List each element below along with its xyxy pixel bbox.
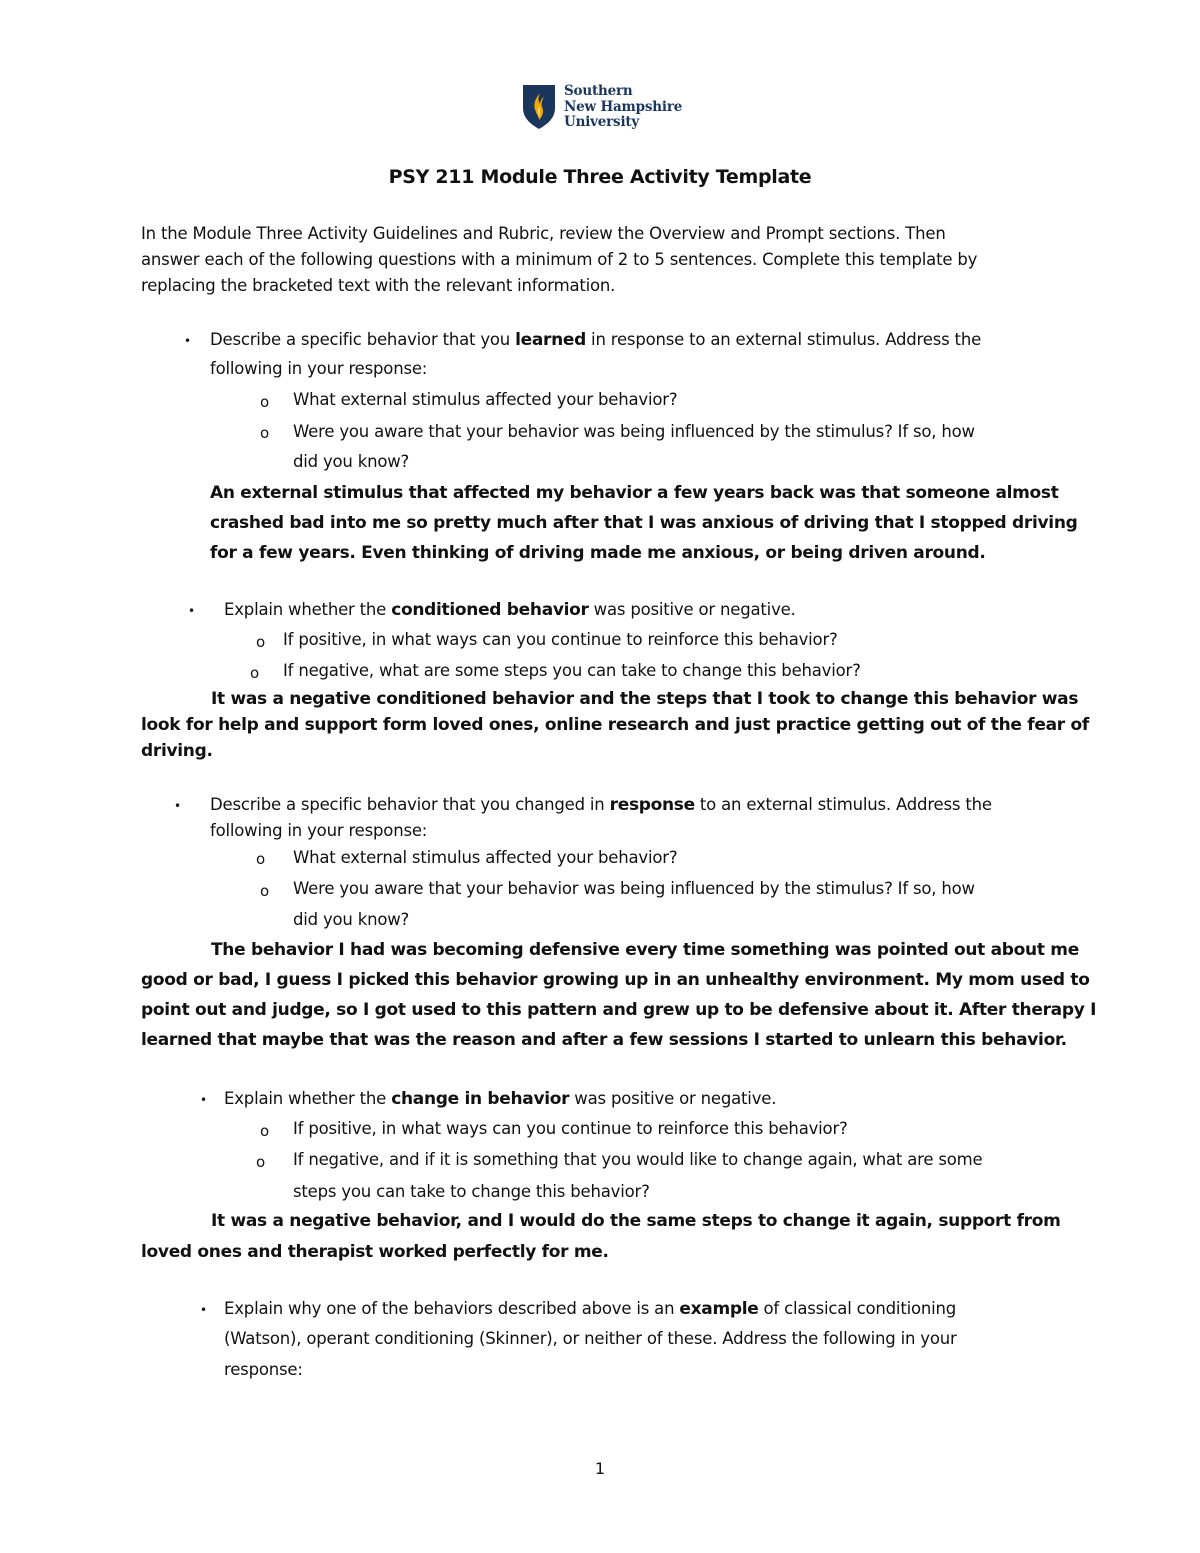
q3-answer-line-2: good or bad, I guess I picked this behavior growing up in an unhealthy environment. My mom used to <box>141 970 1090 990</box>
q3-answer-line-3: point out and judge, so I got used to this pattern and grew up to be defensive about it. After therapy I <box>141 1000 1097 1020</box>
sub-bullet-icon: o <box>256 850 266 868</box>
q4-sub-2-line-1: If negative, and if it is something that you would like to change again, what are some <box>293 1150 983 1169</box>
q2-answer-line-1: It was a negative conditioned behavior and the steps that I took to change this behavior was <box>211 689 1079 709</box>
q5-prompt-pre: Explain why one of the behaviors described above is an <box>224 1299 680 1318</box>
q4-sub-2-line-2: steps you can take to change this behavior? <box>293 1182 650 1201</box>
q2-answer-line-3: driving. <box>141 741 213 761</box>
q1-prompt-line-2: following in your response: <box>210 359 428 378</box>
q1-sub-2-line-1: Were you aware that your behavior was being influenced by the stimulus? If so, how <box>293 422 975 441</box>
q5-prompt-line-2: (Watson), operant conditioning (Skinner), or neither of these. Address the following in your <box>224 1329 957 1348</box>
sub-bullet-icon: o <box>260 1122 270 1140</box>
bullet-icon: • <box>184 334 192 348</box>
sub-bullet-icon: o <box>256 633 266 651</box>
bullet-icon: • <box>200 1093 208 1107</box>
q3-prompt-line-1 <box>210 795 992 815</box>
q3-answer-line-4: learned that maybe that was the reason and after a few sessions I started to unlearn this behavior. <box>141 1030 1067 1050</box>
q4-prompt-line-1 <box>224 1089 776 1109</box>
intro-line-2: answer each of the following questions with a minimum of 2 to 5 sentences. Complete this template by <box>141 250 978 269</box>
sub-bullet-icon: o <box>250 664 260 682</box>
logo-wordmark <box>564 84 682 131</box>
q5-prompt-line-3: response: <box>224 1360 303 1379</box>
q4-prompt-pre: Explain whether the <box>224 1089 392 1108</box>
q1-sub-1: What external stimulus affected your behavior? <box>293 390 678 409</box>
bullet-icon: • <box>174 799 182 813</box>
q5-prompt-key: example <box>679 1299 759 1319</box>
q4-prompt-post: was positive or negative. <box>569 1089 777 1108</box>
q5-prompt-post: of classical conditioning <box>758 1299 957 1318</box>
sub-bullet-icon: o <box>256 1153 266 1171</box>
q1-sub-2-line-2: did you know? <box>293 452 410 471</box>
q1-answer-line-3: for a few years. Even thinking of driving made me anxious, or being driven around. <box>210 543 986 563</box>
bullet-icon: • <box>188 604 196 618</box>
q2-prompt-pre: Explain whether the <box>224 600 392 619</box>
q2-prompt-post: was positive or negative. <box>588 600 796 619</box>
q4-answer-line-1: It was a negative behavior, and I would do the same steps to change it again, support from <box>211 1211 1061 1231</box>
q3-sub-2-line-2: did you know? <box>293 910 410 929</box>
bullet-icon: • <box>200 1303 208 1317</box>
sub-bullet-icon: o <box>260 424 270 442</box>
q2-prompt-key: conditioned behavior <box>391 600 589 620</box>
q3-prompt-pre: Describe a specific behavior that you changed in <box>210 795 610 814</box>
q2-sub-1: If positive, in what ways can you continue to reinforce this behavior? <box>283 630 838 649</box>
shield-flame-icon <box>522 84 556 130</box>
q2-sub-2: If negative, what are some steps you can take to change this behavior? <box>283 661 861 680</box>
logo-line-3: University <box>564 114 640 130</box>
q1-prompt-pre: Describe a specific behavior that you <box>210 330 516 349</box>
q3-prompt-line-2: following in your response: <box>210 821 428 840</box>
sub-bullet-icon: o <box>260 393 270 411</box>
q1-prompt-line-1 <box>210 330 981 350</box>
q5-prompt-line-1 <box>224 1299 956 1319</box>
intro-line-1: In the Module Three Activity Guidelines and Rubric, review the Overview and Prompt sections. Then <box>141 224 946 243</box>
q3-answer-line-1: The behavior I had was becoming defensive every time something was pointed out about me <box>211 940 1079 960</box>
q3-prompt-key: response <box>609 795 695 815</box>
logo-line-1: Southern <box>564 83 633 99</box>
q2-prompt-line-1 <box>224 600 796 620</box>
q4-sub-1: If positive, in what ways can you continue to reinforce this behavior? <box>293 1119 848 1138</box>
sub-bullet-icon: o <box>260 882 270 900</box>
q4-prompt-key: change in behavior <box>391 1089 570 1109</box>
logo-line-2: New Hampshire <box>564 98 683 115</box>
q1-prompt-key: learned <box>515 330 587 350</box>
q1-answer-line-1: An external stimulus that affected my behavior a few years back was that someone almost <box>210 483 1059 503</box>
q1-prompt-post: in response to an external stimulus. Address the <box>586 330 982 349</box>
q1-answer-line-2: crashed bad into me so pretty much after that I was anxious of driving that I stopped driving <box>210 513 1078 533</box>
q2-answer-line-2: look for help and support form loved ones, online research and just practice getting out of the fear of <box>141 715 1089 735</box>
q3-sub-2-line-1: Were you aware that your behavior was being influenced by the stimulus? If so, how <box>293 879 975 898</box>
q3-sub-1: What external stimulus affected your behavior? <box>293 848 678 867</box>
intro-line-3: replacing the bracketed text with the relevant information. <box>141 276 616 295</box>
page-number: 1 <box>594 1459 606 1478</box>
q3-prompt-post: to an external stimulus. Address the <box>694 795 992 814</box>
document-title: PSY 211 Module Three Activity Template <box>388 166 812 188</box>
snhu-logo <box>522 84 682 131</box>
q4-answer-line-2: loved ones and therapist worked perfectly for me. <box>141 1242 609 1262</box>
